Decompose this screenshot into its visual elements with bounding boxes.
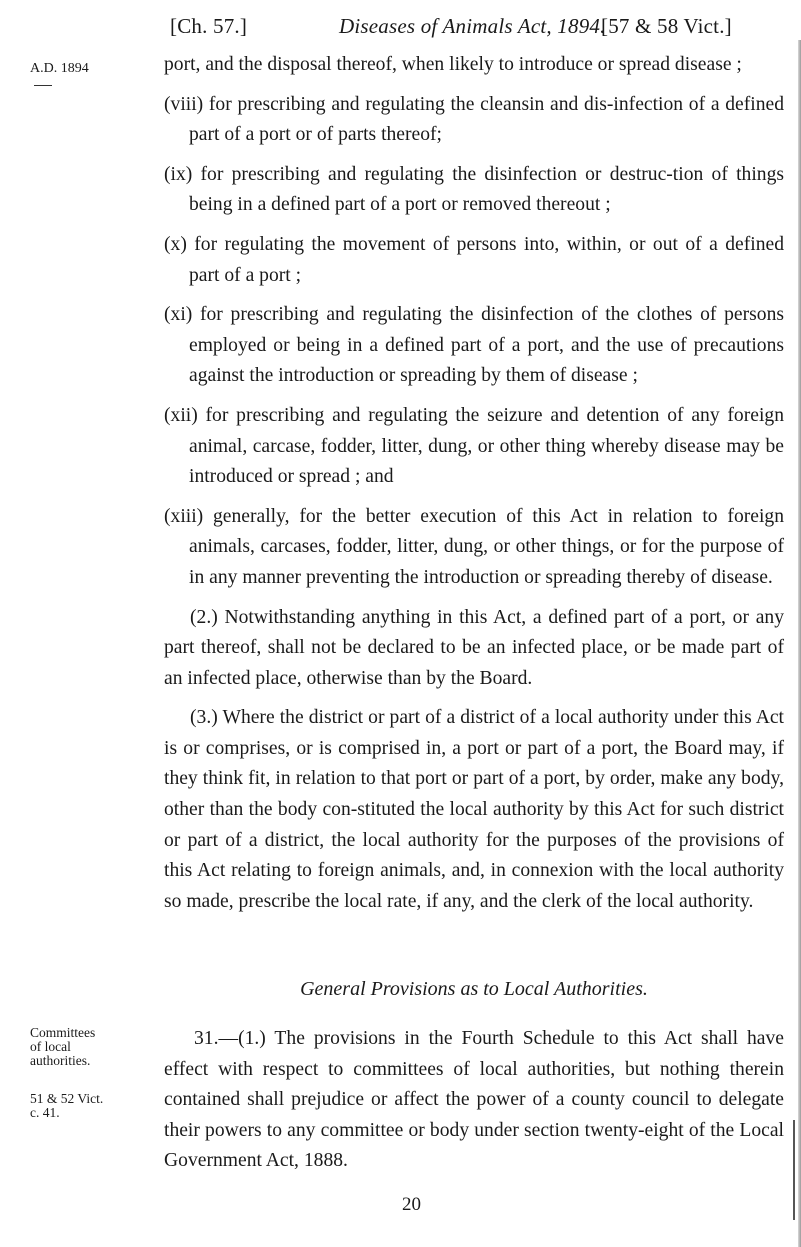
section-heading: General Provisions as to Local Authorities. (300, 978, 648, 1000)
clause-xii: (xii) for prescribing and regulating the seizure and detention of any foreign animal, carcase, fodder, litter, dung, or other thing whereby disease may be introduced or spread ; and (164, 404, 784, 488)
clause-viii: (viii) for prescribing and regulating the cleansin and dis-infection of a defined part of a port or of parts thereof; (164, 93, 784, 146)
margin-note-committees (30, 1026, 125, 1068)
page-number: 20 (402, 1194, 421, 1215)
clause-x: (x) for regulating the movement of persons into, within, or out of a defined part of a port ; (164, 233, 784, 286)
clause-ix: (ix) for prescribing and regulating the disinfection or destruc-tion of things being in a defined part of a port or removed thereout ; (164, 163, 784, 216)
margin-note-line: authorities. (30, 1053, 91, 1068)
opening-paragraph: port, and the disposal thereof, when likely to introduce or spread disease ; (164, 54, 742, 75)
margin-year: A.D. 1894 (30, 61, 89, 76)
margin-note-line: Committees (30, 1025, 96, 1040)
section-31: 31.—(1.) The provisions in the Fourth Schedule to this Act shall have effect with respect to committees of local authorities, but nothing therein contained shall prejudice or affect the power of a county council to delegate their powers to any committee or body under section twenty-eight of the Local Government Act, 1888. (164, 1028, 784, 1172)
margin-note-line: of local (30, 1039, 71, 1054)
margin-note-line: c. 41. (30, 1105, 60, 1120)
subsection-2: (2.) Notwithstanding anything in this Act, a defined part of a port, or any part thereof, shall not be declared to be an infected place, or be made part of an infected place, otherwise than by the Board. (164, 606, 784, 689)
clause-xi: (xi) for prescribing and regulating the disinfection of the clothes of persons employed or being in a defined part of a port, and the use of precautions against the introduction or spreading by them of disease ; (164, 304, 784, 387)
subsection-3: (3.) Where the district or part of a district of a local authority under this Act is or comprises, or is comprised in, a port or part of a port, the Board may, if they think fit, in relation to that port or part of a port, by order, make any body, other than the body con-stituted the local authority by this Act for such district or part of a district, the local authority for the purposes of the provisions of this Act relating to foreign animals, and, in connexion with the local authority so made, prescribe the local rate, if any, and the clerk of the local authority. (164, 707, 784, 912)
act-title: Diseases of Animals Act, 1894. (339, 14, 606, 38)
regnal-year: [57 & 58 Vict.] (601, 14, 732, 38)
margin-year-rule (34, 85, 52, 86)
body-text (164, 50, 784, 917)
margin-note-line: 51 & 52 Vict. (30, 1091, 104, 1106)
margin-note-citation (30, 1092, 125, 1120)
chapter-number: [Ch. 57.] (170, 14, 248, 38)
clause-xiii: (xiii) generally, for the better execution of this Act in relation to foreign animals, carcases, fodder, litter, dung, or other things, or for the purpose of in any manner preventing the introduction or spreading thereby of disease. (164, 505, 784, 588)
